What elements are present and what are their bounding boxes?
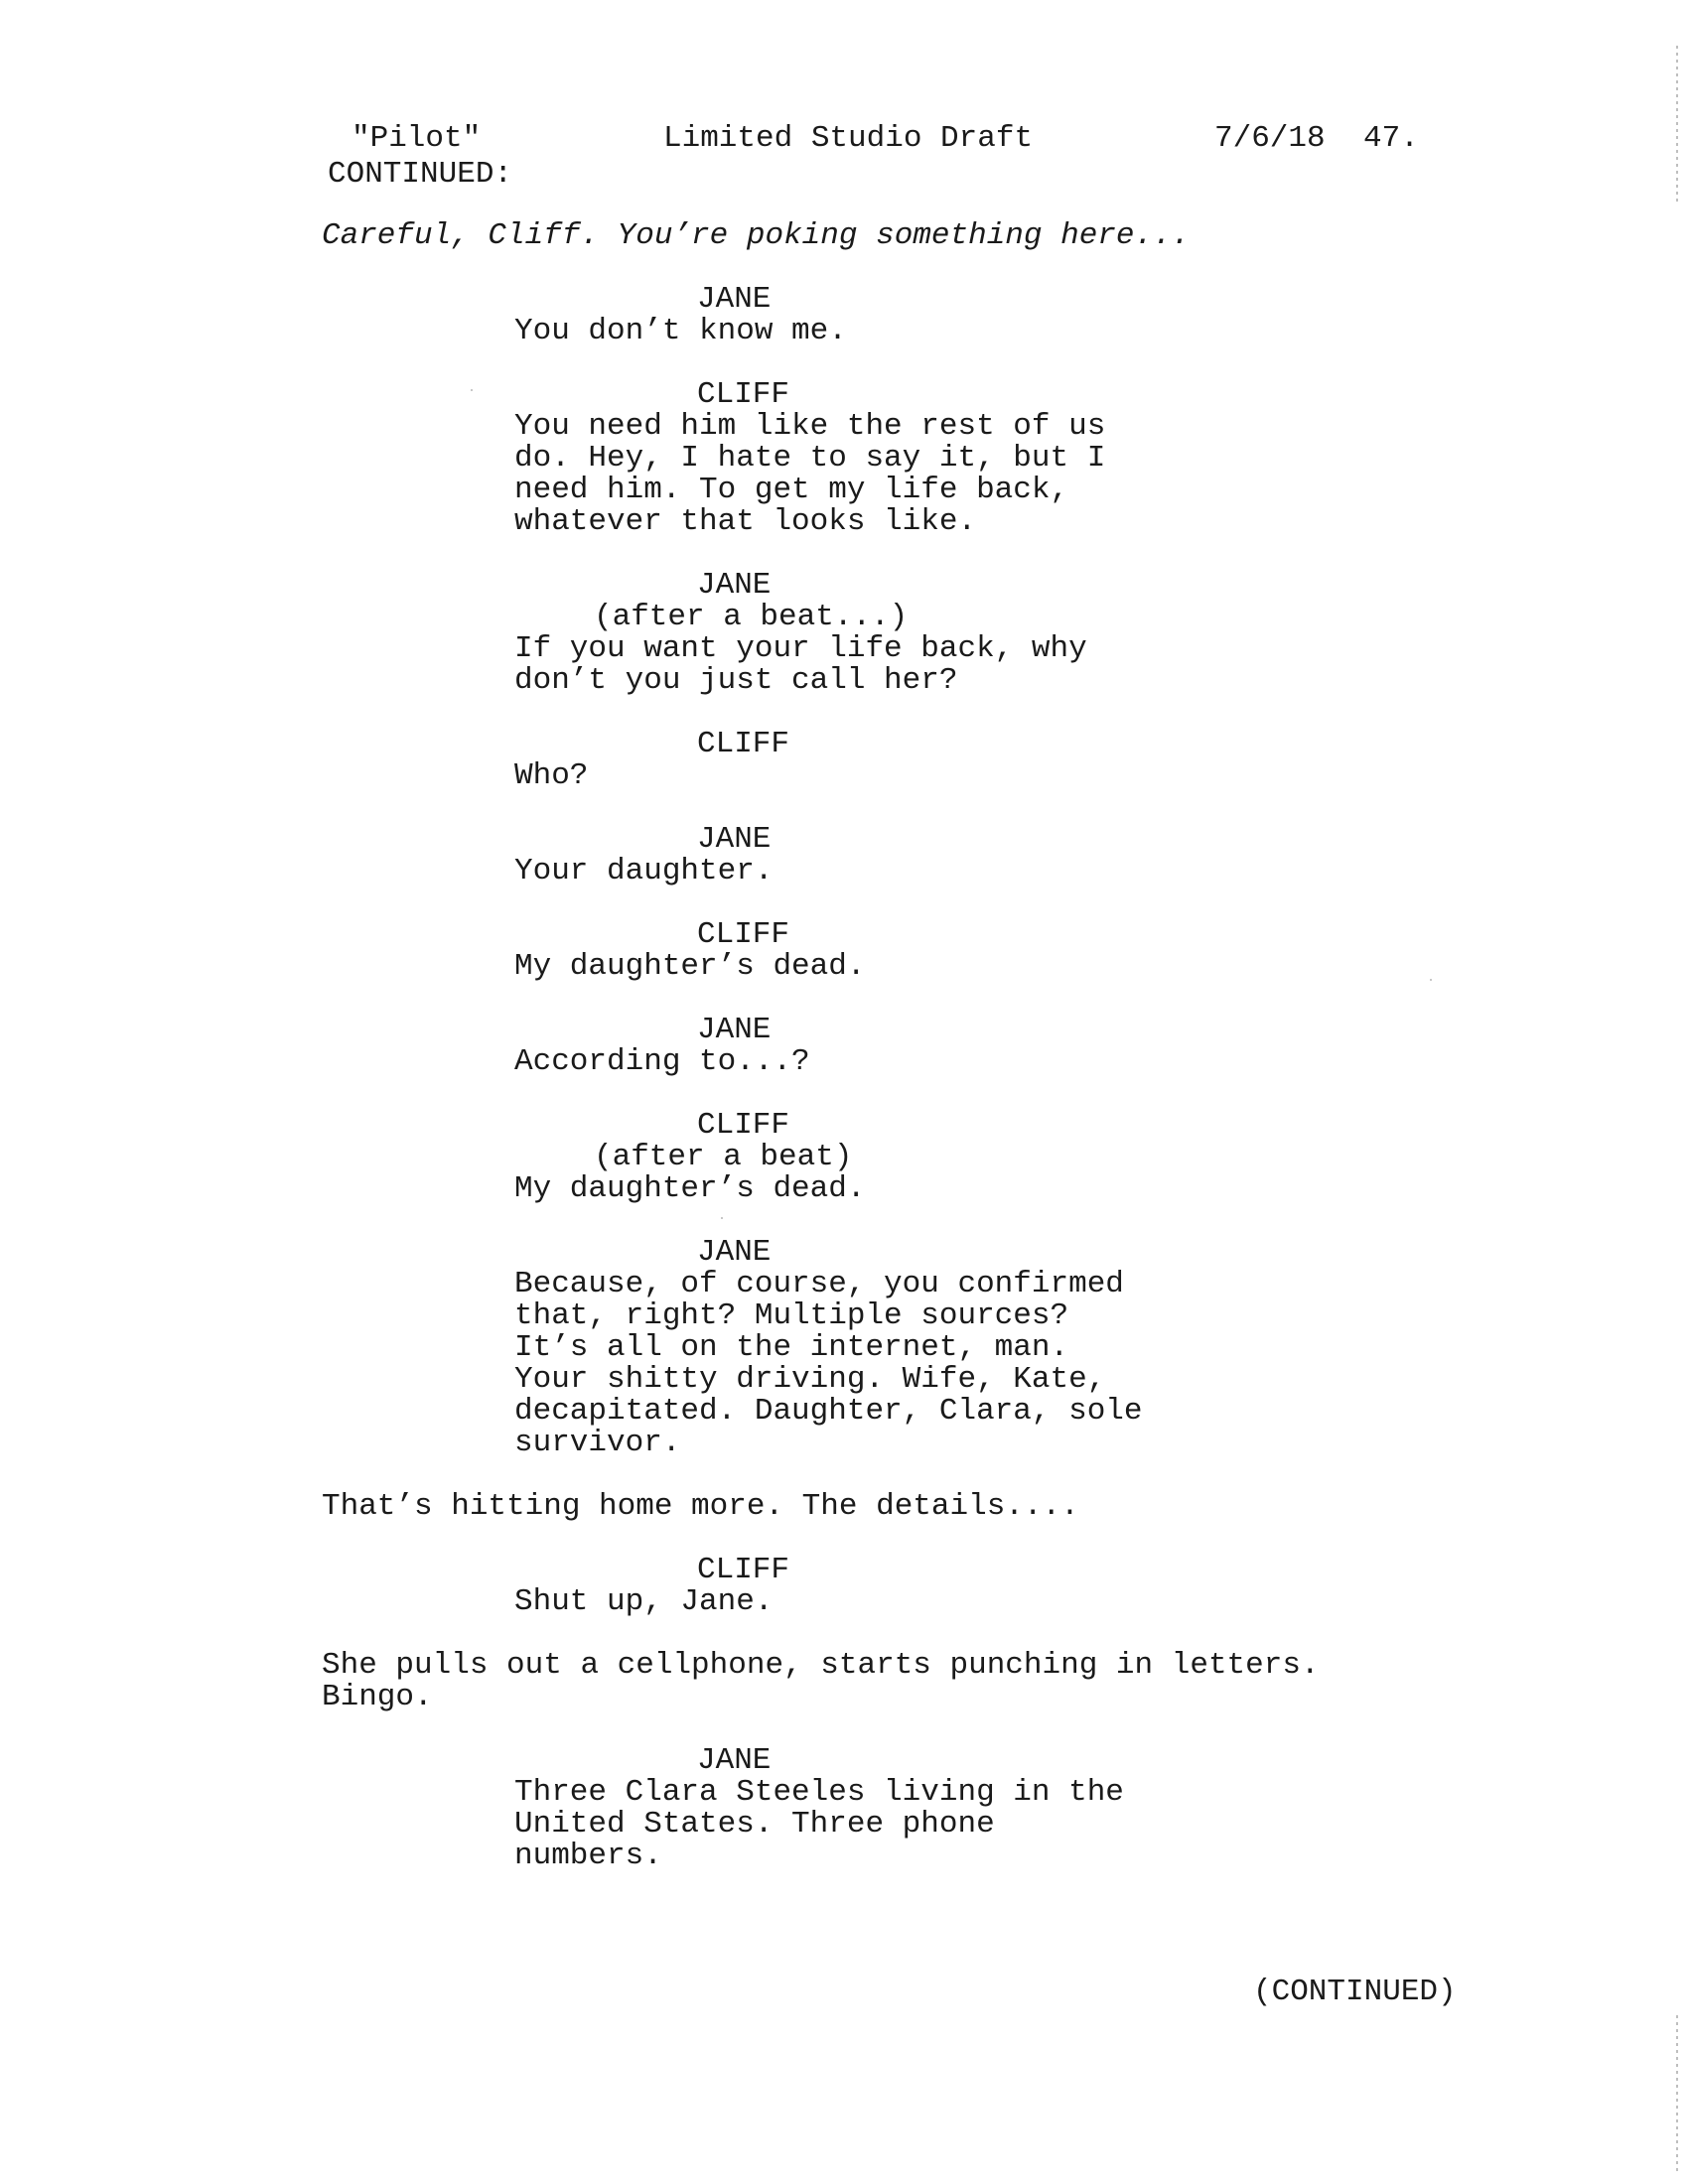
parenthetical: (after a beat...) — [594, 600, 909, 634]
action-line: Careful, Cliff. You’re poking something here... — [322, 218, 1191, 253]
dialogue-line: survivor. — [514, 1426, 681, 1460]
dialogue-line: If you want your life back, why — [514, 631, 1087, 666]
scan-edge-mark — [1676, 2015, 1678, 2174]
dialogue-line: Your shitty driving. Wife, Kate, — [514, 1362, 1106, 1397]
scan-speck — [1430, 979, 1432, 981]
dialogue-line: United States. Three phone — [514, 1807, 995, 1842]
continued-top: CONTINUED: — [328, 157, 513, 192]
draft-date: 7/6/18 — [1214, 121, 1326, 156]
scan-speck — [471, 389, 473, 391]
dialogue-line: You don’t know me. — [514, 314, 847, 348]
parenthetical: (after a beat) — [594, 1140, 853, 1174]
character-name: CLIFF — [697, 1108, 790, 1143]
dialogue-line: whatever that looks like. — [514, 504, 977, 539]
dialogue-line: Because, of course, you confirmed — [514, 1267, 1124, 1301]
dialogue-line: that, right? Multiple sources? — [514, 1298, 1069, 1333]
episode-title: "Pilot" — [352, 121, 482, 156]
draft-label: Limited Studio Draft — [663, 121, 1034, 156]
dialogue-line: My daughter’s dead. — [514, 1171, 866, 1206]
character-name: JANE — [697, 1235, 772, 1270]
page-number: 47. — [1363, 121, 1419, 156]
character-name: CLIFF — [697, 377, 790, 412]
dialogue-line: need him. To get my life back, — [514, 473, 1069, 507]
continued-bottom: (CONTINUED) — [1253, 1975, 1457, 2009]
character-name: JANE — [697, 1743, 772, 1778]
dialogue-line: You need him like the rest of us — [514, 409, 1106, 444]
action-line: She pulls out a cellphone, starts punching in letters. — [322, 1648, 1320, 1683]
dialogue-line: don’t you just call her? — [514, 663, 958, 698]
character-name: CLIFF — [697, 917, 790, 952]
dialogue-line: do. Hey, I hate to say it, but I — [514, 441, 1106, 476]
character-name: CLIFF — [697, 1553, 790, 1587]
dialogue-line: decapitated. Daughter, Clara, sole — [514, 1394, 1143, 1429]
character-name: JANE — [697, 822, 772, 857]
character-name: JANE — [697, 568, 772, 603]
dialogue-line: My daughter’s dead. — [514, 949, 866, 984]
action-line: Bingo. — [322, 1680, 433, 1714]
character-name: JANE — [697, 1013, 772, 1047]
dialogue-line: Three Clara Steeles living in the — [514, 1775, 1124, 1810]
scan-edge-mark — [1676, 46, 1678, 205]
dialogue-line: numbers. — [514, 1839, 662, 1873]
character-name: CLIFF — [697, 727, 790, 761]
dialogue-line: Who? — [514, 758, 589, 793]
dialogue-line: Shut up, Jane. — [514, 1584, 774, 1619]
character-name: JANE — [697, 282, 772, 317]
dialogue-line: It’s all on the internet, man. — [514, 1330, 1069, 1365]
action-line: That’s hitting home more. The details.... — [322, 1489, 1079, 1524]
dialogue-line: According to...? — [514, 1044, 810, 1079]
scan-speck — [721, 1217, 723, 1219]
dialogue-line: Your daughter. — [514, 854, 774, 888]
